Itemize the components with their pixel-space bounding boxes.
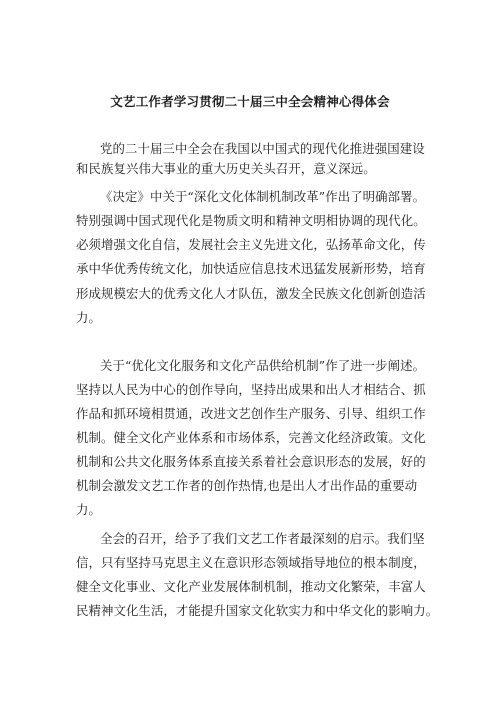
paragraph-3-line-2: 坚持以人民为中心的创作导向，坚持出成果和出人才相结合、抓	[76, 382, 426, 397]
paragraph-3-line-1: 关于“优化文化服务和文化产品供给机制”作了进一步阐述。	[100, 358, 426, 373]
paragraph-1-line-2: 和民族复兴伟大事业的重大历史关头召开，意义深远。	[76, 161, 376, 176]
paragraph-4-line-1: 全会的召开，给予了我们文艺工作者最深刻的启示。我们坚	[100, 531, 425, 546]
paragraph-3-line-5: 机制和公共文化服务体系直接关系着社会意识形态的发展，好的	[76, 454, 426, 469]
paragraph-4-line-2: 信，只有坚持马克思主义在意识形态领域指导地位的根本制度，	[76, 555, 426, 570]
paragraph-2-line-5: 形成规模宏大的优秀文化人才队伍，激发全民族文化创新创造活	[76, 286, 426, 301]
paragraph-3-line-6: 机制会激发文艺工作者的创作热情,也是出人才出作品的重要动	[76, 478, 418, 493]
paragraph-2-line-6: 力。	[76, 310, 101, 325]
paragraph-1-line-1: 党的二十届三中全会在我国以中国式的现代化推进强国建设	[100, 141, 425, 156]
paragraph-2-line-1: 《决定》中关于“深化文化体制机制改革”作出了明确部署。	[100, 189, 426, 204]
paragraph-2-line-4: 承中华优秀传统文化，加快适应信息技术迅猛发展新形势，培育	[76, 261, 426, 276]
paragraph-3-line-3: 作品和抓环境相贯通，改进文艺创作生产服务、引导、组织工作	[76, 406, 426, 421]
paragraph-4-line-4: 民精神文化生活，才能提升国家文化软实力和中华文化的影响力。	[76, 603, 439, 618]
paragraph-2-line-3: 必须增强文化自信，发展社会主义先进文化，弘扬革命文化，传	[76, 237, 426, 252]
paragraph-4-line-3: 健全文化事业、文化产业发展体制机制，推动文化繁荣，丰富人	[76, 579, 426, 594]
document-title: 文艺工作者学习贯彻二十届三中全会精神心得体会	[110, 94, 390, 109]
paragraph-3-line-4: 机制。健全文化产业体系和市场体系，完善文化经济政策。文化	[76, 430, 426, 445]
paragraph-2-line-2: 特别强调中国式现代化是物质文明和精神文明相协调的现代化。	[76, 213, 426, 228]
paragraph-3-line-7: 力。	[76, 502, 101, 517]
